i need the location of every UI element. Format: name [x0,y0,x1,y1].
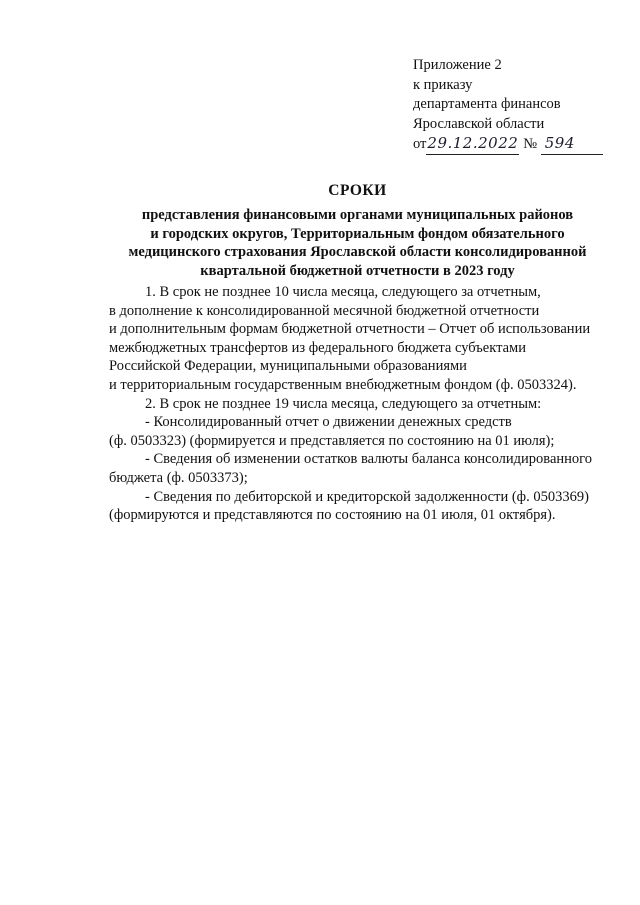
item-1-line-1: 1. В срок не позднее 10 числа месяца, следующего за отчетным, [145,284,541,300]
item-2-line-1: 2. В срок не позднее 19 числа месяца, следующего за отчетным: [145,395,542,412]
bullet-1-line-1: - Консолидированный отчет о движении денежных средств [145,414,512,431]
appendix-region: Ярославской области [413,115,545,132]
item-1-line-2: в дополнение к консолидированной месячной бюджетной отчетности [109,302,540,319]
bullet-3-line-2: (формируются и представляются по состоянию на 01 июля, 01 октября). [109,507,556,524]
bullet-2-line-1: - Сведения об изменении остатков валюты баланса консолидированного [145,451,592,468]
bullet-3-line-1: - Сведения по дебиторской и кредиторской задолженности (ф. 0503369) [145,488,589,505]
title-line-2: и городских округов, Территориальным фондом обязательного [150,225,565,242]
handwritten-number: 594 [541,134,603,155]
appendix-date-number-line [413,134,603,155]
number-sign: № [523,136,538,152]
appendix-label: Приложение 2 [413,57,502,73]
appendix-block [413,56,603,155]
bullet-1-line-2: (ф. 0503323) (формируется и представляется по состоянию на 01 июля); [109,432,555,449]
item-1-line-5: Российской Федерации, муниципальными образованиями [109,358,467,375]
appendix-order-ref: к приказу [413,76,473,93]
document-title [100,182,615,280]
item-1-line-4: межбюджетных трансфертов из федерального бюджета субъектами [109,339,526,356]
item-1-line-3: и дополнительным формам бюджетной отчетности – Отчет об использовании [109,321,591,338]
title-line-4: квартальной бюджетной отчетности в 2023 году [200,262,515,279]
handwritten-date: 29.12.2022 [426,134,519,155]
title-line-3: медицинского страхования Ярославской области консолидированной [128,244,587,260]
item-1-line-6: и территориальным государственным внебюджетным фондом (ф. 0503324). [109,376,577,393]
date-prefix: от [413,136,427,152]
bullet-2-line-2: бюджета (ф. 0503373); [109,469,248,486]
title-line-1: представления финансовыми органами муниципальных районов [141,207,574,223]
document-body [109,283,615,525]
appendix-department: департамента финансов [413,96,561,112]
title-main: СРОКИ [328,182,387,199]
